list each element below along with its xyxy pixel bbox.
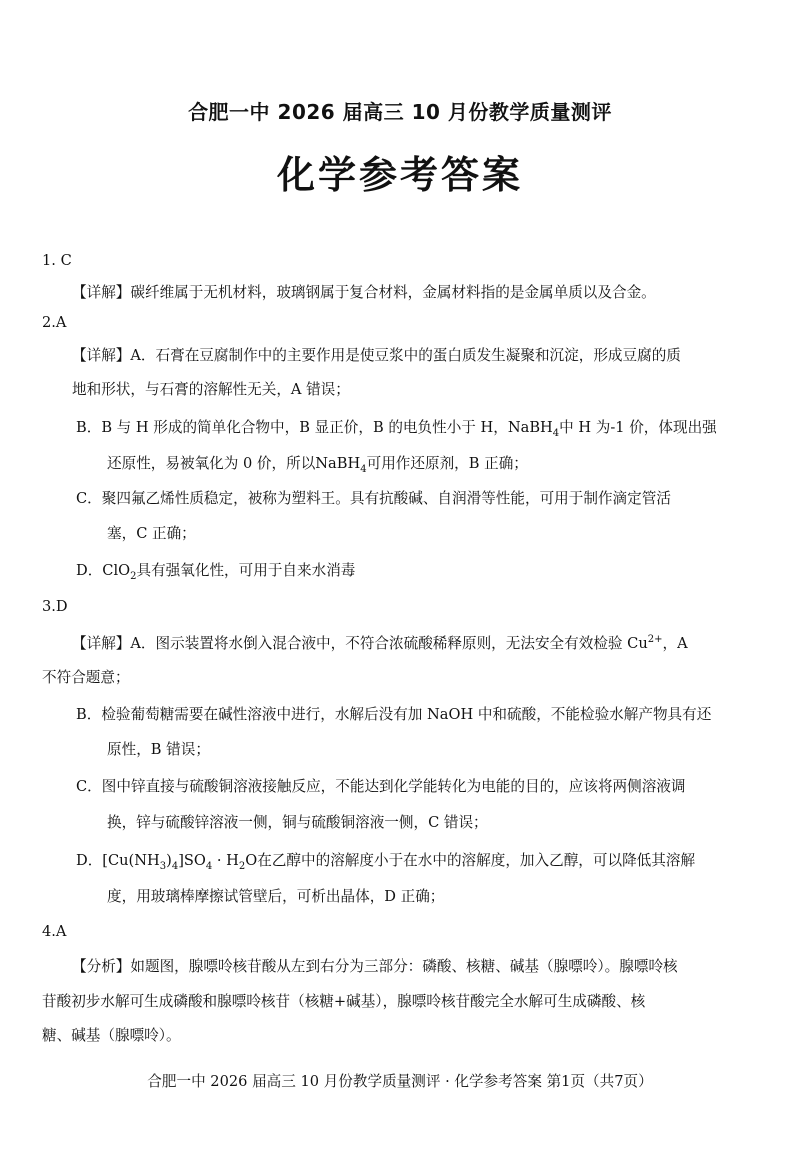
- q3-d-s2: 4: [171, 860, 179, 872]
- q2-d-post: 具有强氧化性，可用于自来水消毒: [136, 562, 356, 579]
- q2-b-line2-post: 可用作还原剂，B 正确；: [366, 455, 528, 472]
- q3-d-p5: O在乙醇中的溶解度小于在水中的溶解度，加入乙醇，可以降低其溶解: [245, 852, 696, 869]
- q2-c-line2: 塞，C 正确；: [107, 525, 196, 542]
- q3-d-s3: 4: [205, 860, 213, 872]
- q2-a-line1: 【详解】A．石膏在豆腐制作中的主要作用是使豆浆中的蛋白质发生凝聚和沉淀，形成豆腐的质: [72, 347, 681, 364]
- q2-d-sub: 2: [130, 570, 137, 582]
- q2-b-sub2: 4: [360, 463, 367, 475]
- q3-b-line1: B．检验葡萄糖需要在碱性溶液中进行，水解后没有加 NaOH 中和硫酸，不能检验水解产物具有还: [76, 706, 712, 723]
- q4-line1: 【分析】如题图，腺嘌呤核苷酸从左到右分为三部分：磷酸、核糖、碱基（腺嘌呤）。腺嘌呤核: [72, 958, 678, 975]
- q4-line2: 苷酸初步水解可生成磷酸和腺嘌呤核苷（核糖+碱基），腺嘌呤核苷酸完全水解可生成磷酸、核: [42, 993, 646, 1010]
- page-title: 化学参考答案: [276, 152, 523, 197]
- q2-b-line1-pre: B．B 与 H 形成的简单化合物中，B 显正价，B 的电负性小于 H，NaBH: [76, 419, 553, 436]
- q2-b-line1-post: 中 H 为-1 价，体现出强: [559, 419, 717, 436]
- q2-d-line: [76, 561, 355, 581]
- page-footer: 合肥一中 2026 届高三 10 月份教学质量测评 · 化学参考答案 第1页（共7页）: [147, 1073, 653, 1090]
- q3-d-p4: · H: [212, 852, 239, 869]
- q2-answer: 2.A: [42, 314, 67, 331]
- q3-d-p1: D．[Cu(NH: [76, 852, 160, 869]
- exam-subtitle: 合肥一中 2026 届高三 10 月份教学质量测评: [188, 100, 612, 124]
- q2-b-line2: [107, 454, 528, 474]
- q3-d-p2: ): [166, 852, 172, 869]
- q3-d-s1: 3: [159, 860, 167, 872]
- q3-c-line2: 换，锌与硫酸锌溶液一侧，铜与硫酸铜溶液一侧，C 错误；: [107, 814, 488, 831]
- q3-c-line1: C．图中锌直接与硫酸铜溶液接触反应，不能达到化学能转化为电能的目的，应该将两侧溶液调: [76, 778, 686, 795]
- q3-d-p3: ]SO: [178, 852, 206, 869]
- q2-d-pre: D．ClO: [76, 562, 131, 579]
- q3-a-sup: 2+: [647, 634, 663, 646]
- q2-b-line2-pre: 还原性，易被氧化为 0 价，所以NaBH: [107, 455, 361, 472]
- q3-a-line2: 不符合题意；: [42, 669, 130, 686]
- q3-answer: 3.D: [42, 598, 68, 615]
- q3-d-s4: 2: [238, 860, 246, 872]
- q1-answer: 1. C: [42, 252, 72, 269]
- q3-a-line1-pre: 【详解】A．图示装置将水倒入混合液中，不符合浓硫酸稀释原则，无法安全有效检验 Cu: [72, 635, 648, 652]
- q3-b-line2: 原性，B 错误；: [107, 741, 210, 758]
- q3-a-line1: [72, 634, 688, 654]
- q2-b-line1: [76, 418, 717, 438]
- q2-c-line1: C．聚四氟乙烯性质稳定，被称为塑料王。具有抗酸碱、自润滑等性能，可用于制作滴定管活: [76, 490, 671, 507]
- q3-d-line1: [76, 851, 695, 871]
- q1-detail: 【详解】碳纤维属于无机材料，玻璃钢属于复合材料，金属材料指的是金属单质以及合金。: [72, 284, 656, 301]
- q3-d-line2: 度，用玻璃棒摩擦试管壁后，可析出晶体，D 正确；: [107, 888, 445, 905]
- q2-b-sub1: 4: [552, 427, 560, 439]
- q4-answer: 4.A: [42, 923, 67, 940]
- q4-line3: 糖、碱基（腺嘌呤）。: [42, 1027, 181, 1044]
- q2-a-line2: 地和形状，与石膏的溶解性无关，A 错误；: [72, 381, 350, 398]
- q3-a-line1-post: ，A: [662, 635, 688, 652]
